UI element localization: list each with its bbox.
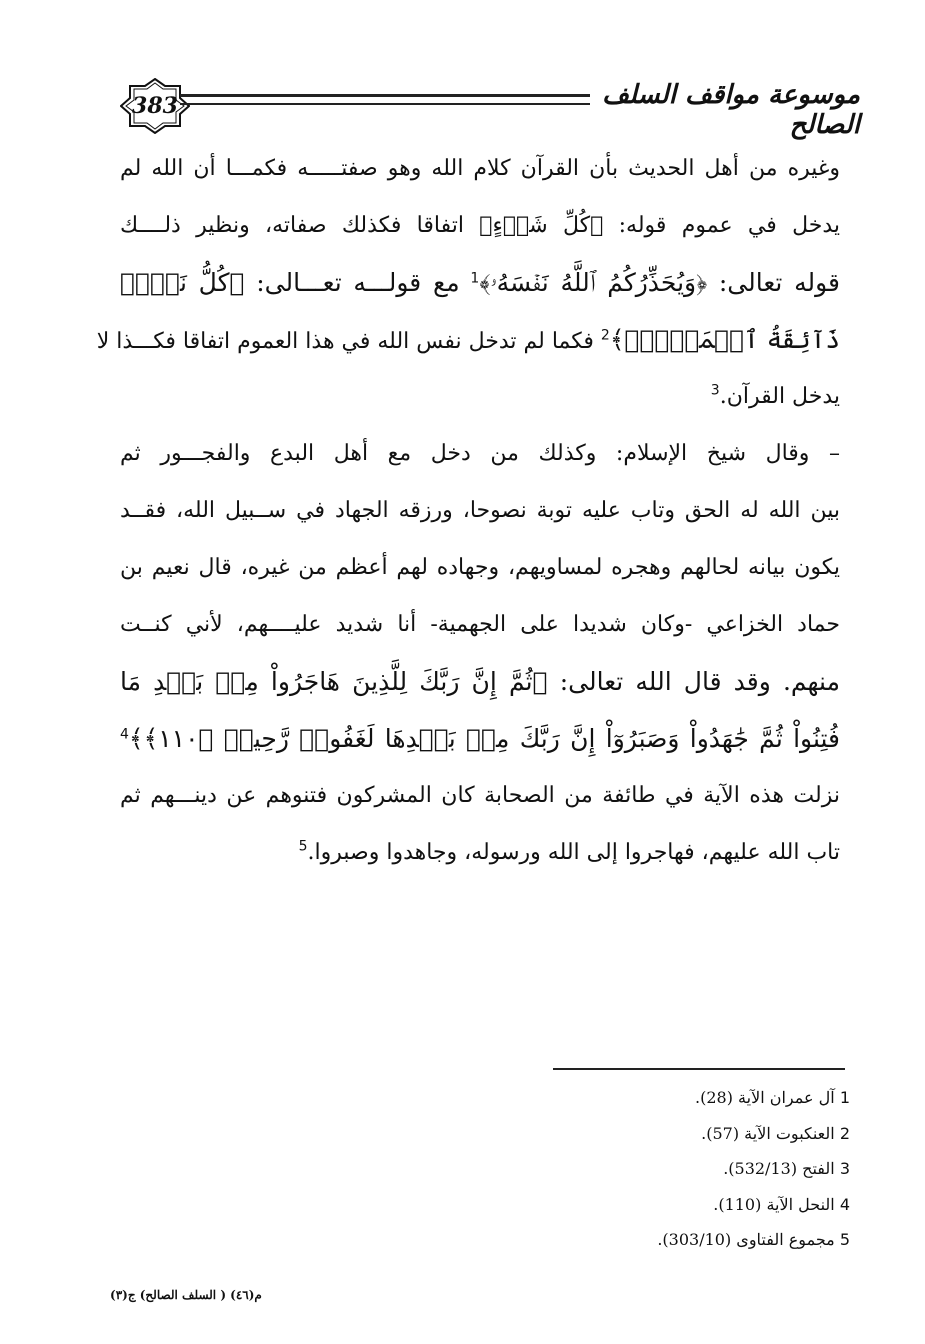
header-rule: [180, 94, 590, 97]
text-line: [120, 710, 840, 767]
header-rule-thin: [180, 103, 590, 105]
text-line: بين الله له الحق وتاب عليه توبة نصوحا، ورزقه الجهاد في ســبيل الله، فقــد: [120, 498, 840, 523]
text-line: وغيره من أهل الحديث بأن القرآن كلام الله وهو صفتـــــه فكمـــا أن الله لم: [120, 156, 840, 181]
text-line: [120, 254, 840, 311]
footnote-ref: 3: [710, 382, 720, 399]
text-segment: فكما لم تدخل نفس الله في هذا العموم اتفاقا فكـــذا لا: [96, 329, 594, 354]
footnote-text: مجموع الفتاوى (303/10).: [657, 1230, 835, 1249]
footnote: [560, 1187, 850, 1223]
footnote-text: العنكبوت الآية (57).: [701, 1123, 835, 1143]
footnote: [560, 1222, 850, 1258]
text-line: يدخل في عموم قوله: ﴿كُلِّ شَيۡءٍ﴾ اتفاقا فكذلك صفاته، ونظير ذلــــك: [120, 213, 840, 238]
text-line: [120, 368, 840, 425]
footnote-text: النحل الآية (110).: [713, 1194, 835, 1214]
footnote-number: 2: [839, 1123, 850, 1143]
text-segment: مع قولـــه تعـــالى: ﴿كُلُّ نَفۡسٖ: [120, 268, 460, 297]
text-line: – وقال شيخ الإسلام: وكذلك من دخل مع أهل البدع والفجـــور ثم: [120, 441, 840, 466]
series-title: موسوعة مواقف السلف الصالح: [602, 80, 860, 140]
quran-verse: قوله تعالى: ﴿وَيُحَذِّرُكُمُ ٱللَّهُ نَفۡسَهُۥ﴾: [479, 268, 840, 297]
page-number: 383: [132, 93, 178, 119]
footnote-text: الفتح (532/13).: [723, 1159, 835, 1178]
quran-verse: ذَآئِقَةُ ٱلۡمَوۡتِۗ﴾: [609, 325, 840, 354]
footnote-separator: [553, 1068, 845, 1070]
main-text: [96, 140, 840, 881]
footnote: [560, 1116, 850, 1152]
footnote-ref: 5: [298, 838, 308, 855]
text-line: نزلت هذه الآية في طائفة من الصحابة كان المشركون فتنوهم عن دينـــهم ثم: [120, 783, 840, 808]
footnote-number: 1: [839, 1088, 850, 1107]
page-header: [100, 70, 860, 140]
footnote-number: 5: [839, 1230, 850, 1249]
text-line: يكون بيانه لحالهم وهجره لمساويهم، وجهاده لهم أعظم من غيره، قال نعيم بن: [120, 555, 840, 580]
text-line: [120, 824, 840, 881]
page-footer: م(٤٦) ( السلف الصالح) ج(٣): [110, 1288, 262, 1302]
footnote: [560, 1151, 850, 1187]
text-line: حماد الخزاعي -وكان شديدا على الجهمية- أنا شديد عليــــهم، لأني كنــت: [120, 612, 840, 637]
footnote-number: 4: [839, 1194, 850, 1214]
text-line: [96, 311, 840, 368]
footnote-number: 3: [839, 1159, 850, 1178]
text-line: منهم. وقد قال الله تعالى: ﴿ثُمَّ إِنَّ رَبَّكَ لِلَّذِينَ هَاجَرُواْ مِنۢ بَعۡدِ مَا: [120, 667, 840, 696]
quran-verse: فُتِنُواْ ثُمَّ جَٰهَدُواْ وَصَبَرُوٓاْ إِنَّ رَبَّكَ مِنۢ بَعۡدِهَا لَغَفُورٞ رَّحِيمٞ ﴿١١٠﴾﴾: [128, 724, 840, 753]
text-segment: يدخل القرآن.: [719, 384, 840, 409]
footnote-ref: 4: [120, 726, 129, 743]
footnote-ref: 1: [470, 270, 480, 287]
footnote-text: آل عمران الآية (28).: [695, 1088, 835, 1107]
footnotes: [560, 1080, 850, 1258]
footnote: [560, 1080, 850, 1116]
text-segment: تاب الله عليهم، فهاجروا إلى الله ورسوله، وجاهدوا وصبروا.: [307, 840, 840, 865]
footnote-ref: 2: [600, 327, 610, 344]
